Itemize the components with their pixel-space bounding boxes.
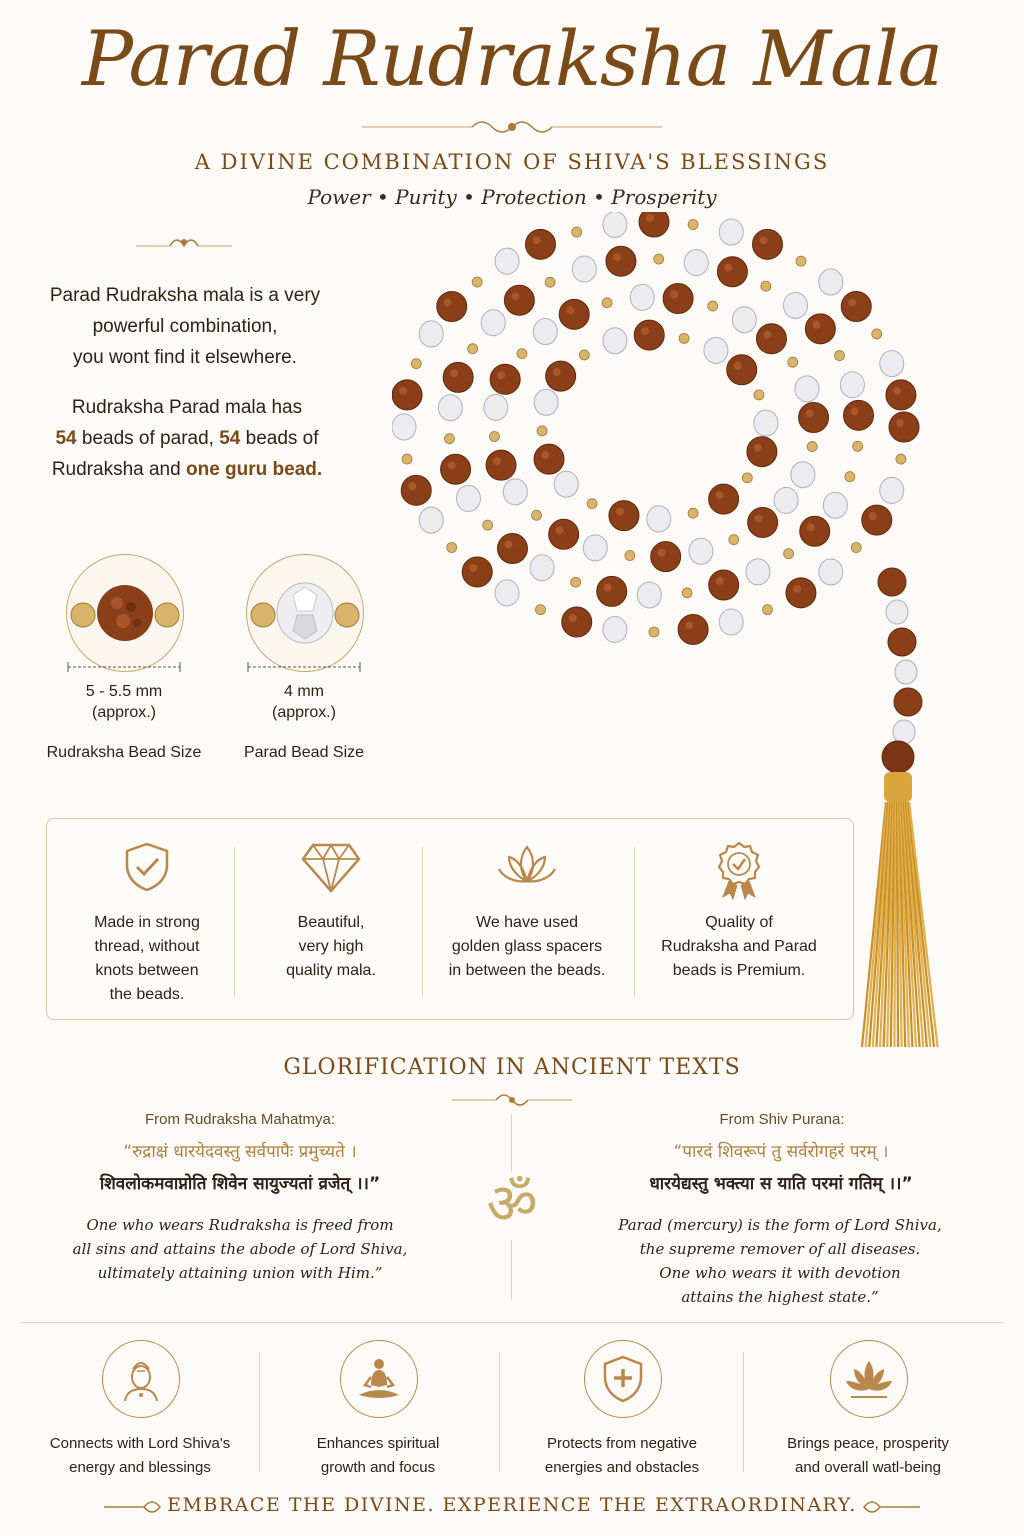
parad-bead bbox=[704, 337, 728, 363]
parad-bead bbox=[819, 559, 843, 585]
parad-bead bbox=[819, 269, 843, 295]
gold-spacer-bead bbox=[835, 351, 845, 361]
translation-line: One who wears Rudraksha is freed from bbox=[86, 1216, 394, 1234]
benefit-line: Protects from negative bbox=[546, 1435, 698, 1452]
glorification-divider bbox=[511, 1240, 512, 1300]
gold-spacer-bead bbox=[729, 535, 739, 545]
bead-texture bbox=[497, 371, 505, 379]
rudraksha-bead bbox=[401, 475, 431, 505]
gold-spacer-bead bbox=[679, 333, 689, 343]
tassel-cap bbox=[884, 772, 912, 802]
parad-bead bbox=[795, 376, 819, 402]
benefit-icon-circle bbox=[340, 1340, 418, 1418]
shiva-icon bbox=[117, 1355, 165, 1403]
rudraksha-size-label: Rudraksha Bead Size bbox=[46, 744, 202, 761]
bead-texture bbox=[613, 253, 621, 261]
translation-line: Parad (mercury) is the form of Lord Shiva, bbox=[618, 1216, 942, 1234]
rudraksha-bead bbox=[597, 576, 627, 606]
parad-bead bbox=[603, 616, 627, 642]
feature-text bbox=[437, 911, 617, 983]
bead-texture bbox=[399, 387, 407, 395]
gold-spacer-bead bbox=[602, 298, 612, 308]
gold-spacer-bead bbox=[708, 301, 718, 311]
gold-spacer-bead bbox=[571, 577, 581, 587]
parad-bead bbox=[554, 471, 578, 497]
title-ornament-icon bbox=[362, 116, 662, 138]
bead-texture bbox=[716, 577, 724, 585]
gold-spacer-bead bbox=[654, 254, 664, 264]
translation-line: ultimately attaining union with Him.” bbox=[97, 1264, 383, 1282]
parad-bead bbox=[495, 580, 519, 606]
gold-spacer-bead bbox=[682, 588, 692, 598]
feature-spacers bbox=[427, 819, 627, 1019]
parad-bead bbox=[530, 555, 554, 581]
rudraksha-size-dimension bbox=[66, 662, 182, 672]
intro-text: beads of bbox=[240, 428, 319, 449]
rudraksha-bead bbox=[437, 292, 467, 322]
bead-texture bbox=[469, 564, 477, 572]
parad-bead bbox=[791, 462, 815, 488]
bead-texture bbox=[754, 444, 762, 452]
size-value: 4 mm bbox=[284, 683, 324, 700]
shield-check-icon bbox=[121, 841, 173, 893]
right-sanskrit-line-2: धारयेद्यस्तु भक्त्या स याति परमां गतिम् ।।” bbox=[649, 1174, 913, 1194]
section-divider bbox=[20, 1322, 1004, 1323]
rudraksha-bead bbox=[443, 362, 473, 392]
benefit-icon-circle bbox=[102, 1340, 180, 1418]
feature-line: Beautiful, bbox=[297, 914, 365, 931]
tagline: Power • Purity • Protection • Prosperity bbox=[307, 185, 717, 209]
parad-bead bbox=[886, 600, 908, 624]
parad-bead bbox=[754, 410, 778, 436]
rudraksha-bead bbox=[717, 257, 747, 287]
feature-line: the beads. bbox=[109, 986, 185, 1003]
bead-texture bbox=[604, 583, 612, 591]
rudraksha-bead bbox=[747, 437, 777, 467]
left-translation bbox=[20, 1213, 460, 1285]
benefit-line: and overall watl-being bbox=[795, 1459, 941, 1476]
rudraksha-bead bbox=[844, 400, 874, 430]
gold-spacer-bead bbox=[845, 472, 855, 482]
feature-line: quality mala. bbox=[286, 962, 376, 979]
feature-text bbox=[241, 911, 421, 983]
rudraksha-bead bbox=[606, 246, 636, 276]
benefit-line: energies and obstacles bbox=[544, 1459, 700, 1476]
footer-tagline: EMBRACE THE DIVINE. EXPERIENCE THE EXTRAORDINARY. bbox=[167, 1494, 857, 1516]
rudraksha-bead bbox=[841, 292, 871, 322]
rudraksha-bead bbox=[497, 534, 527, 564]
gold-spacer-bead bbox=[472, 277, 482, 287]
parad-bead bbox=[534, 389, 558, 415]
parad-bead bbox=[746, 559, 770, 585]
parad-bead bbox=[637, 582, 661, 608]
parad-bead bbox=[880, 477, 904, 503]
right-sanskrit-line-1: “पारदं शिवरूपं तु सर्वरोगहरं परम् । bbox=[673, 1142, 889, 1162]
rudraksha-bead bbox=[799, 402, 829, 432]
parad-bead bbox=[689, 538, 713, 564]
parad-bead bbox=[647, 506, 671, 532]
gold-spacer-bead bbox=[517, 349, 527, 359]
om-icon bbox=[472, 1165, 552, 1235]
gold-spacer-bead bbox=[851, 542, 861, 552]
parad-bead bbox=[719, 219, 743, 245]
footer-ornament-right-icon bbox=[860, 1497, 920, 1517]
translation-line: One who wears it with devotion bbox=[659, 1264, 901, 1282]
features-box bbox=[46, 818, 854, 1020]
translation-line: all sins and attains the abode of Lord Shiva, bbox=[72, 1240, 408, 1258]
parad-size-dimension bbox=[246, 662, 362, 672]
parad-size-label: Parad Bead Size bbox=[243, 744, 365, 761]
tassel-thread bbox=[894, 802, 896, 1047]
guru-bead bbox=[882, 741, 914, 773]
bead-texture bbox=[493, 457, 501, 465]
parad-bead bbox=[583, 535, 607, 561]
bead-texture bbox=[511, 292, 519, 300]
diamond-icon bbox=[301, 841, 361, 893]
parad-bead bbox=[893, 720, 915, 744]
right-source: From Shiv Purana: bbox=[719, 1111, 845, 1128]
rudraksha-bead bbox=[559, 299, 589, 329]
gold-spacer-bead bbox=[761, 281, 771, 291]
rudraksha-bead bbox=[549, 519, 579, 549]
rudraksha-bead bbox=[634, 320, 664, 350]
size-value: 5 - 5.5 mm bbox=[85, 683, 163, 700]
bead-texture bbox=[541, 451, 549, 459]
gold-spacer-bead bbox=[536, 605, 546, 615]
bead-texture bbox=[869, 512, 877, 520]
rudraksha-bead bbox=[651, 542, 681, 572]
parad-bead bbox=[603, 212, 627, 238]
bead-texture bbox=[553, 368, 561, 376]
parad-bead bbox=[784, 292, 808, 318]
rudraksha-bead bbox=[678, 614, 708, 644]
intro-ornament-icon bbox=[136, 234, 232, 256]
parad-bead bbox=[503, 479, 527, 505]
bead-texture bbox=[450, 369, 458, 377]
bead-texture bbox=[658, 549, 666, 557]
bead-texture bbox=[685, 621, 693, 629]
rudraksha-bead bbox=[727, 355, 757, 385]
bead-texture bbox=[641, 327, 649, 335]
parad-bead bbox=[719, 609, 743, 635]
lotus-icon bbox=[845, 1355, 893, 1403]
om-glyph: ॐ bbox=[486, 1172, 538, 1235]
parad-bead bbox=[823, 492, 847, 518]
rudraksha-bead bbox=[663, 283, 693, 313]
benefit-spiritual bbox=[258, 1340, 498, 1490]
translation-line: the supreme remover of all diseases. bbox=[639, 1240, 921, 1258]
bead-texture bbox=[716, 491, 724, 499]
rudraksha-bead bbox=[878, 568, 906, 596]
left-sanskrit-line-2: शिवलोकमवाप्नोति शिवेन सायुज्यतां व्रजेत् ।।” bbox=[99, 1174, 381, 1194]
gold-spacer-bead bbox=[688, 508, 698, 518]
intro-line bbox=[24, 423, 350, 454]
rudraksha-bead bbox=[486, 450, 516, 480]
parad-bead bbox=[684, 250, 708, 276]
bead-texture bbox=[807, 523, 815, 531]
benefit-text bbox=[502, 1432, 742, 1480]
rudraksha-bead bbox=[609, 501, 639, 531]
rudraksha-bead bbox=[441, 454, 471, 484]
gold-spacer-bead bbox=[688, 220, 698, 230]
feature-line: Made in strong bbox=[94, 914, 200, 931]
feature-line: thread, without bbox=[94, 938, 200, 955]
gold-spacer-bead bbox=[572, 227, 582, 237]
gold-spacer-bead bbox=[402, 454, 412, 464]
mala-ring bbox=[534, 320, 778, 532]
parad-bead bbox=[456, 485, 480, 511]
bead-texture bbox=[724, 264, 732, 272]
feature-line: Quality of bbox=[705, 914, 773, 931]
parad-bead bbox=[630, 284, 654, 310]
intro-line: Parad Rudraksha mala is a very bbox=[49, 285, 321, 306]
benefit-line: Enhances spiritual bbox=[316, 1435, 440, 1452]
bead-texture bbox=[763, 331, 771, 339]
bead-texture bbox=[812, 321, 820, 329]
gold-spacer-bead bbox=[742, 473, 752, 483]
rudraksha-bead bbox=[490, 364, 520, 394]
feature-line: Rudraksha and Parad bbox=[661, 938, 817, 955]
rudraksha-bead bbox=[862, 505, 892, 535]
gold-spacer-bead bbox=[545, 277, 555, 287]
size-approx: (approx.) bbox=[271, 704, 337, 721]
parad-bead bbox=[533, 319, 557, 345]
rudraksha-bead-closeup bbox=[66, 554, 184, 672]
benefit-protection bbox=[502, 1340, 742, 1490]
benefit-icon-circle bbox=[830, 1340, 908, 1418]
bead-texture bbox=[759, 236, 767, 244]
bead-texture bbox=[408, 482, 416, 490]
rudraksha-bead bbox=[748, 507, 778, 537]
gold-spacer-bead bbox=[872, 329, 882, 339]
rudraksha-bead bbox=[562, 607, 592, 637]
parad-bead bbox=[572, 256, 596, 282]
feature-premium bbox=[639, 819, 839, 1019]
subtitle: A DIVINE COMBINATION OF SHIVA'S BLESSINGS bbox=[194, 150, 830, 174]
bead-texture bbox=[556, 526, 564, 534]
bead-texture bbox=[504, 541, 512, 549]
shield-plus-icon bbox=[599, 1355, 647, 1403]
bead-texture bbox=[646, 214, 654, 222]
badge-icon bbox=[713, 841, 765, 901]
benefit-line: growth and focus bbox=[320, 1459, 436, 1476]
rudraksha-bead bbox=[709, 570, 739, 600]
rudraksha-bead bbox=[894, 688, 922, 716]
gold-spacer-bead bbox=[444, 434, 454, 444]
gold-spacer-bead bbox=[537, 426, 547, 436]
gold-spacer-bead bbox=[807, 442, 817, 452]
benefit-peace bbox=[748, 1340, 988, 1490]
feature-line: We have used bbox=[476, 914, 578, 931]
parad-bead-icon bbox=[247, 555, 363, 671]
gold-spacer-bead bbox=[788, 357, 798, 367]
feature-line: knots between bbox=[95, 962, 199, 979]
intro-paragraph-2 bbox=[24, 392, 350, 485]
parad-size bbox=[224, 681, 384, 723]
intro-text: beads of parad, bbox=[76, 428, 220, 449]
benefit-line: energy and blessings bbox=[69, 1459, 211, 1476]
page-title: Parad Rudraksha Mala bbox=[81, 14, 943, 103]
bead-texture bbox=[896, 419, 904, 427]
rudraksha-bead-icon bbox=[67, 555, 183, 671]
gold-spacer-bead bbox=[784, 549, 794, 559]
feature-line: very high bbox=[298, 938, 364, 955]
guru-bead-text: one guru bead. bbox=[185, 459, 323, 480]
gold-spacer-bead bbox=[483, 520, 493, 530]
bead-texture bbox=[851, 407, 859, 415]
gold-spacer-bead bbox=[754, 390, 764, 400]
tassel bbox=[862, 772, 938, 1047]
left-source: From Rudraksha Mahatmya: bbox=[144, 1111, 336, 1128]
bead-texture bbox=[793, 585, 801, 593]
intro-line: Rudraksha Parad mala has bbox=[71, 397, 303, 418]
feature-divider bbox=[422, 847, 423, 997]
parad-bead bbox=[484, 394, 508, 420]
rudraksha-count: 54 bbox=[219, 428, 241, 449]
rudraksha-bead bbox=[462, 557, 492, 587]
right-translation bbox=[560, 1213, 1000, 1309]
feature-quality bbox=[231, 819, 431, 1019]
rudraksha-bead bbox=[752, 229, 782, 259]
rudraksha-bead bbox=[546, 361, 576, 391]
benefit-icon-circle bbox=[584, 1340, 662, 1418]
rudraksha-bead bbox=[800, 516, 830, 546]
feature-text bbox=[649, 911, 829, 983]
bead-texture bbox=[806, 409, 814, 417]
glorification-divider bbox=[511, 1114, 512, 1172]
parad-bead bbox=[419, 321, 443, 347]
parad-bead bbox=[880, 351, 904, 377]
feature-line: golden glass spacers bbox=[451, 938, 603, 955]
rudraksha-bead bbox=[639, 212, 669, 237]
glorification-ornament-icon bbox=[452, 1090, 572, 1110]
benefit-shiva bbox=[20, 1340, 260, 1490]
parad-bead-closeup bbox=[246, 554, 364, 672]
parad-bead bbox=[895, 660, 917, 684]
bead-texture bbox=[670, 290, 678, 298]
gold-spacer-bead bbox=[411, 359, 421, 369]
intro-line: you wont find it elsewhere. bbox=[73, 347, 297, 368]
rudraksha-bead bbox=[504, 285, 534, 315]
bead-texture bbox=[566, 306, 574, 314]
gold-spacer-bead bbox=[532, 510, 542, 520]
parad-bead bbox=[481, 310, 505, 336]
feature-text bbox=[57, 911, 237, 1007]
gold-spacer-bead bbox=[489, 432, 499, 442]
parad-bead bbox=[419, 507, 443, 533]
rudraksha-bead bbox=[534, 444, 564, 474]
rudraksha-size bbox=[44, 681, 204, 723]
gold-spacer-bead bbox=[796, 256, 806, 266]
intro-line: powerful combination, bbox=[92, 316, 278, 337]
gold-spacer-bead bbox=[587, 499, 597, 509]
benefit-line: Connects with Lord Shiva's bbox=[49, 1435, 231, 1452]
bead-texture bbox=[848, 299, 856, 307]
parad-bead bbox=[840, 372, 864, 398]
rudraksha-bead bbox=[709, 484, 739, 514]
benefit-divider bbox=[499, 1352, 500, 1472]
gold-spacer-bead bbox=[649, 627, 659, 637]
bead-texture bbox=[734, 362, 742, 370]
rudraksha-bead bbox=[886, 380, 916, 410]
translation-line: attains the highest state.” bbox=[681, 1288, 879, 1306]
mala-ring bbox=[392, 212, 919, 644]
parad-bead bbox=[392, 414, 416, 440]
gold-spacer-bead bbox=[853, 441, 863, 451]
gold-spacer-bead bbox=[579, 350, 589, 360]
gold-spacer-bead bbox=[468, 344, 478, 354]
size-approx: (approx.) bbox=[91, 704, 157, 721]
feature-line: beads is Premium. bbox=[672, 962, 806, 979]
bead-texture bbox=[755, 514, 763, 522]
meditation-icon bbox=[355, 1355, 403, 1403]
mala-strand bbox=[878, 568, 922, 773]
benefit-text bbox=[258, 1432, 498, 1480]
bead-texture bbox=[448, 461, 456, 469]
gold-spacer-bead bbox=[896, 454, 906, 464]
parad-bead bbox=[438, 395, 462, 421]
rudraksha-bead bbox=[805, 314, 835, 344]
parad-bead bbox=[732, 307, 756, 333]
gold-spacer-bead bbox=[447, 542, 457, 552]
intro-paragraph-1 bbox=[30, 280, 340, 373]
bead-texture bbox=[893, 387, 901, 395]
benefit-text bbox=[20, 1432, 260, 1480]
bead-texture bbox=[569, 614, 577, 622]
rudraksha-bead bbox=[889, 412, 919, 442]
parad-bead bbox=[603, 328, 627, 354]
feature-divider bbox=[634, 847, 635, 997]
rudraksha-bead bbox=[888, 628, 916, 656]
glorification-title: GLORIFICATION IN ANCIENT TEXTS bbox=[283, 1055, 741, 1080]
rudraksha-bead bbox=[786, 578, 816, 608]
feature-line: in between the beads. bbox=[448, 962, 606, 979]
lotus-icon bbox=[497, 841, 557, 893]
bead-texture bbox=[444, 299, 452, 307]
left-sanskrit-line-1: “रुद्राक्षं धारयेदवस्तु सर्वपापैः प्रमुच्यते । bbox=[123, 1142, 357, 1162]
benefit-line: Brings peace, prosperity bbox=[787, 1435, 949, 1452]
benefit-text bbox=[748, 1432, 988, 1480]
rudraksha-bead bbox=[392, 380, 422, 410]
parad-bead bbox=[495, 248, 519, 274]
benefit-divider bbox=[743, 1352, 744, 1472]
parad-bead bbox=[774, 487, 798, 513]
parad-count: 54 bbox=[55, 428, 77, 449]
feature-thread bbox=[47, 819, 247, 1019]
gold-spacer-bead bbox=[762, 605, 772, 615]
rudraksha-bead bbox=[756, 324, 786, 354]
intro-line bbox=[24, 454, 350, 485]
bead-texture bbox=[533, 236, 541, 244]
intro-text: Rudraksha and bbox=[51, 459, 186, 480]
gold-spacer-bead bbox=[625, 551, 635, 561]
bead-texture bbox=[616, 508, 624, 516]
rudraksha-bead bbox=[526, 229, 556, 259]
